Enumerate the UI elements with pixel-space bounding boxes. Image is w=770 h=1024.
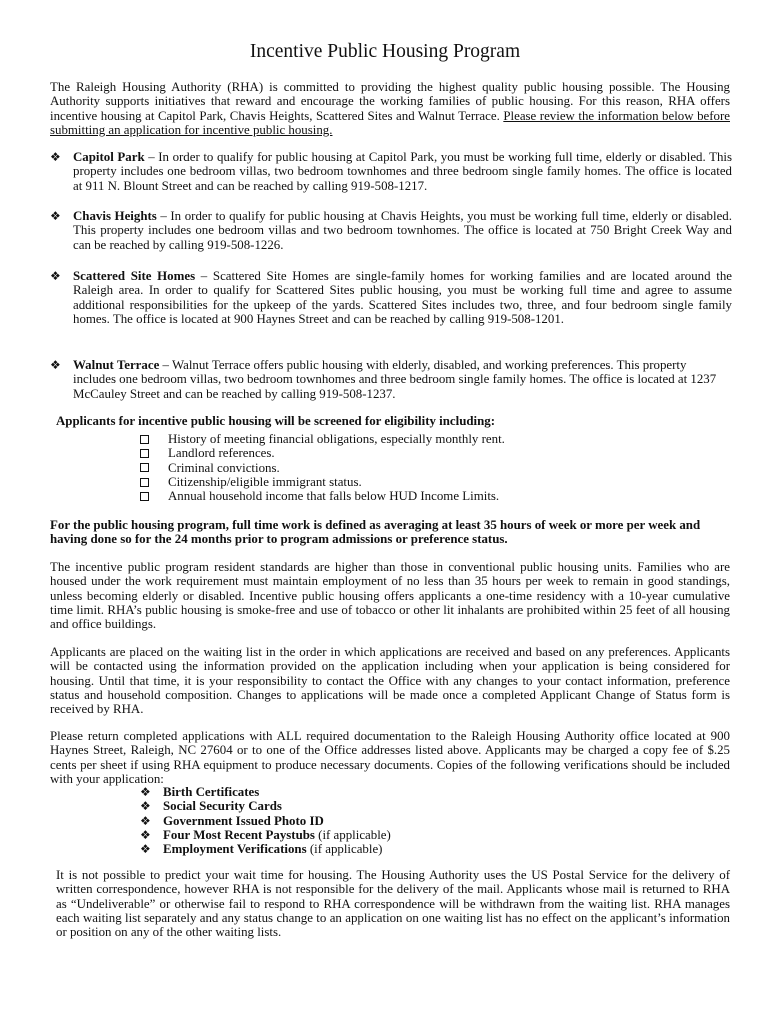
intro-paragraph <box>50 80 730 137</box>
list-item: Criminal convictions. <box>140 461 505 475</box>
property-scattered-site-homes <box>50 269 732 326</box>
list-item: History of meeting financial obligations, especially monthly rent. <box>140 432 505 446</box>
intro-text: The Raleigh Housing Authority (RHA) is committed to providing the highest quality public housing possible. The Housing Authority supports initiatives that reward and encourage the working families of public housing. For this reason, RHA offers incentive housing at Capitol Park, Chavis Heights, Scattered Sites and Walnut Terrace. <box>50 80 730 123</box>
list-item: Citizenship/eligible immigrant status. <box>140 475 505 489</box>
list-item: ❖ Social Security Cards <box>140 799 282 814</box>
screening-checklist <box>140 432 505 503</box>
checkbox-icon <box>140 492 149 501</box>
intro-underlined-note: Please review the information below before submitting an application for incentive public housing. <box>50 108 730 137</box>
verifications-list <box>140 785 391 856</box>
property-chavis-heights <box>50 209 732 252</box>
property-description: – In order to qualify for public housing at Chavis Heights, you must be working full time, elderly or disabled. This property includes one bedroom villas and two bedroom townhomes. The office is located at 750 Bright Creek Way and can be reached by calling 919-508-1226. <box>73 209 732 252</box>
checkbox-icon <box>140 463 149 472</box>
diamond-bullet-icon: ❖ <box>140 785 151 799</box>
list-item: ❖ Employment Verifications (if applicable) <box>140 842 383 857</box>
checkbox-icon <box>140 449 149 458</box>
list-item: ❖ Four Most Recent Paystubs (if applicable) <box>140 827 391 842</box>
wait-time-paragraph: It is not possible to predict your wait time for housing. The Housing Authority uses the US Postal Service for the delivery of written correspondence, however RHA is not responsible for the delivery of the mail. Applicants whose mail is returned to RHA as “Undeliverable” or otherwise fail to respond to RHA correspondence will be withdrawn from the waiting list. RHA manages each waiting list separately and any status change to an application on one waiting list has no effect on the applicant’s information or position on any of the other waiting lists. <box>56 868 730 940</box>
list-item: ❖ Government Issued Photo ID <box>140 813 324 828</box>
property-description: – In order to qualify for public housing at Capitol Park, you must be working full time, elderly or disabled. This property includes one bedroom villas, two bedroom townhomes and three bedroom single family homes. The office is located at 911 N. Blount Street and can be reached by calling 919-508-1217. <box>73 150 732 193</box>
property-name: Scattered Site Homes <box>73 269 196 283</box>
full-time-definition: For the public housing program, full time work is defined as averaging at least 35 hours of week or more per week and having done so for the 24 months prior to program admissions or preference status. <box>50 518 701 547</box>
diamond-bullet-icon: ❖ <box>140 799 151 814</box>
list-item: ❖ Birth Certificates <box>140 785 260 799</box>
diamond-bullet-icon: ❖ <box>50 269 61 283</box>
page-title: Incentive Public Housing Program <box>249 41 521 62</box>
list-item: Landlord references. <box>140 446 505 460</box>
diamond-bullet-icon: ❖ <box>50 150 61 164</box>
resident-standards-paragraph: The incentive public program resident standards are higher than those in conventional public housing units. Families who are housed under the work requirement must maintain employment of no less than 35 hours per week to remain in good standings, unless becoming elderly or disabled. Incentive public housing offers applicants a one-time residency with a 10-year cumulative time limit. RHA’s public housing is smoke-free and use of tobacco or other lit inhalants are prohibited within 25 feet of all housing and office buildings. <box>50 560 730 632</box>
checkbox-icon <box>140 478 149 487</box>
screening-heading: Applicants for incentive public housing will be screened for eligibility including: <box>56 414 496 428</box>
checkbox-icon <box>140 435 149 444</box>
diamond-bullet-icon: ❖ <box>50 209 61 223</box>
property-name: Capitol Park <box>73 150 145 164</box>
diamond-bullet-icon: ❖ <box>140 813 151 828</box>
diamond-bullet-icon: ❖ <box>140 842 151 857</box>
property-name: Walnut Terrace <box>73 358 160 372</box>
return-application-paragraph: Please return completed applications with ALL required documentation to the Raleigh Housing Authority office located at 900 Haynes Street, Raleigh, NC 27604 or to one of the Office addresses listed above. Applicants may be charged a copy fee of $.25 cents per sheet if using RHA equipment to produce necessary documents. Copies of the following verifications should be included with your application: <box>50 729 730 786</box>
property-walnut-terrace <box>50 358 732 401</box>
property-description: – Scattered Site Homes are single-family homes for working families and are located around the Raleigh area. In order to qualify for Scattered Sites public housing, you must be working full time and agree to assume additional responsibilities for the upkeep of the yards. Scattered Sites includes two, three, and four bedroom single family homes. The office is located at 900 Haynes Street and can be reached by calling 919-508-1201. <box>73 269 732 326</box>
diamond-bullet-icon: ❖ <box>140 827 151 842</box>
list-item: Annual household income that falls below HUD Income Limits. <box>140 489 505 503</box>
property-capitol-park <box>50 150 732 193</box>
diamond-bullet-icon: ❖ <box>50 358 61 372</box>
property-description: – Walnut Terrace offers public housing with elderly, disabled, and working preferences. This property includes one bedroom villas, two bedroom townhomes and three bedroom single family homes. The office is located at 1237 McCauley Street and can be reached by calling 919-508-1237. <box>73 358 717 401</box>
property-name: Chavis Heights <box>73 209 157 223</box>
waiting-list-paragraph: Applicants are placed on the waiting list in the order in which applications are received and based on any preferences. Applicants will be contacted using the information provided on the application including when your application is being considered for housing. Until that time, it is your responsibility to contact the Office with any changes to your contact information, preference status and household composition. Changes to applications will be made once a completed Applicant Change of Status form is received by RHA. <box>50 645 730 717</box>
